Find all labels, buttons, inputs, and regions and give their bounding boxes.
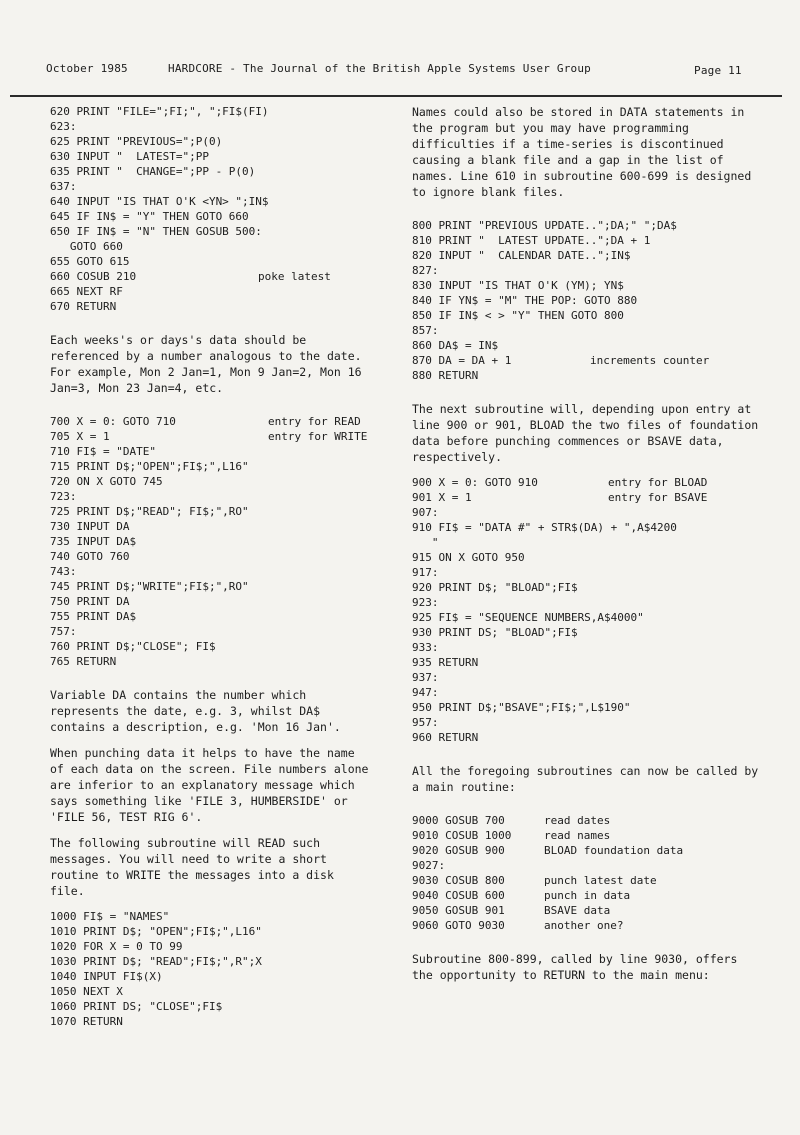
code-line: 860 DA$ = IN$ [412,339,499,352]
code-line: 650 IF IN$ = "N" THEN GOSUB 500: [50,225,262,238]
paragraph-text: Variable DA contains the number which represents the date, e.g. 3, whilst DA$ contains a description, e.g. 'Mon 16 Jan'. [50,688,341,734]
code-line: " [412,536,439,549]
code-line: 730 INPUT DA [50,520,130,533]
page-header [46,62,760,82]
code-line-comment: read dates [544,814,611,827]
code-line: 670 RETURN [50,300,117,313]
code-line-text: 9027: [412,859,446,872]
code-line: 800 PRINT "PREVIOUS UPDATE..";DA;" ";DA$ [412,219,677,232]
code-line-text: 9060 GOTO 9030 [412,919,505,932]
main-routine-listing [412,813,762,933]
code-line: 937: [412,671,439,684]
code-line-text: 9000 GOSUB 700 [412,814,505,827]
left-column [50,104,370,1029]
code-line: 625 PRINT "PREVIOUS=";P(0) [50,135,223,148]
code-line [412,858,762,873]
paragraph-text: Each weeks's or days's data should be referenced by a number analogous to the date. For example, Mon 2 Jan=1, Mon 9 Jan=2, Mon 16 Jan=3, Mon 23 Jan=4, etc. [50,333,362,395]
paragraph [50,835,370,899]
code-line: 720 ON X GOTO 745 [50,475,163,488]
paragraph-text: The following subroutine will READ such messages. You will need to write a short routine to WRITE the messages into a disk file. [50,836,334,898]
code-annotation: entry for BLOAD [608,476,708,489]
code-line: 635 PRINT " CHANGE=";PP - P(0) [50,165,256,178]
paragraph [412,951,762,983]
issue-date: October 1985 [46,62,128,75]
paragraph-text: All the foregoing subroutines can now be called by a main routine: [412,764,759,794]
code-listing-900 [412,475,762,745]
code-line: 923: [412,596,439,609]
code-annotation: entry for BSAVE [608,491,708,504]
code-listing-800 [412,218,762,383]
paragraph-text: Subroutine 800-899, called by line 9030, offers the opportunity to RETURN to the main menu: [412,952,738,982]
code-line [412,843,762,858]
code-line: 705 X = 1 [50,430,110,443]
code-line: 755 PRINT DA$ [50,610,137,623]
code-line: 723: [50,490,77,503]
code-line: 665 NEXT RF [50,285,123,298]
code-line-comment: read names [544,829,611,842]
paragraph [412,104,762,200]
code-line: 947: [412,686,439,699]
code-line: 1050 NEXT X [50,985,123,998]
code-line [412,813,762,828]
code-line-text: 9010 COSUB 1000 [412,829,512,842]
code-line-text: 9030 COSUB 800 [412,874,505,887]
code-line: 750 PRINT DA [50,595,130,608]
code-line: 925 FI$ = "SEQUENCE NUMBERS,A$4000" [412,611,644,624]
journal-title: HARDCORE - The Journal of the British Apple Systems User Group [168,62,591,75]
code-line: 950 PRINT D$;"BSAVE";FI$;",L$190" [412,701,631,714]
paragraph [50,687,370,735]
code-line: 917: [412,566,439,579]
code-line: 820 INPUT " CALENDAR DATE..";IN$ [412,249,631,262]
code-line: 630 INPUT " LATEST=";PP [50,150,209,163]
code-line: 957: [412,716,439,729]
page-number: Page 11 [694,64,742,77]
code-line-comment: BSAVE data [544,904,611,917]
code-listing-1000 [50,909,370,1029]
paragraph-text: When punching data it helps to have the name of each data on the screen. File numbers alone are inferior to an explanatory message which says something like 'FILE 3, HUMBERSIDE' or 'FILE 56, TEST RIG 6'. [50,746,369,824]
code-line-text: 9020 GOSUB 900 [412,844,505,857]
paragraph [50,745,370,825]
code-line: 1000 FI$ = "NAMES" [50,910,170,923]
code-line: 900 X = 0: GOTO 910 [412,476,538,489]
code-line: 700 X = 0: GOTO 710 [50,415,176,428]
code-line: 757: [50,625,77,638]
code-line: 810 PRINT " LATEST UPDATE..";DA + 1 [412,234,651,247]
paragraph-text: Names could also be stored in DATA statements in the program but you may have programming difficulties if a time-series is discontinued causing a blank file and a gap in the list of names. Line 610 in subroutine 600-699 is designed to ignore blank files. [412,105,752,199]
code-line: 907: [412,506,439,519]
code-line: 645 IF IN$ = "Y" THEN GOTO 660 [50,210,249,223]
code-line: 640 INPUT "IS THAT O'K <YN> ";IN$ [50,195,269,208]
code-line [412,888,762,903]
paragraph [412,401,762,465]
code-line: 1060 PRINT DS; "CLOSE";FI$ [50,1000,223,1013]
code-line: 930 PRINT DS; "BLOAD";FI$ [412,626,578,639]
code-line [412,903,762,918]
code-annotation: entry for READ [268,415,361,428]
code-line: 850 IF IN$ < > "Y" THEN GOTO 800 [412,309,624,322]
code-line: 933: [412,641,439,654]
code-line: 857: [412,324,439,337]
code-line: 765 RETURN [50,655,117,668]
code-line: 620 PRINT "FILE=";FI;", ";FI$(FI) [50,105,269,118]
code-line: 725 PRINT D$;"READ"; FI$;",RO" [50,505,249,518]
code-line: 623: [50,120,77,133]
code-line-text: 9050 GOSUB 901 [412,904,505,917]
code-line: 745 PRINT D$;"WRITE";FI$;",RO" [50,580,249,593]
header-rule [10,95,782,97]
paragraph [412,763,762,795]
code-line-text: 9040 COSUB 600 [412,889,505,902]
code-annotation: entry for WRITE [268,430,368,443]
code-line: 655 GOTO 615 [50,255,130,268]
right-column [412,104,762,983]
code-line: 960 RETURN [412,731,479,744]
code-line: 710 FI$ = "DATE" [50,445,156,458]
paragraph-text: The next subroutine will, depending upon entry at line 900 or 901, BLOAD the two files of foundation data before punching commences or BSAVE data, respectively. [412,402,759,464]
code-line: 740 GOTO 760 [50,550,130,563]
code-line: 1070 RETURN [50,1015,123,1028]
code-line: 1040 INPUT FI$(X) [50,970,163,983]
paragraph [50,332,370,396]
code-line: GOTO 660 [50,240,123,253]
code-line: 735 INPUT DA$ [50,535,137,548]
code-line: 1020 FOR X = 0 TO 99 [50,940,183,953]
code-line: 1010 PRINT D$; "OPEN";FI$;",L16" [50,925,262,938]
code-line: 637: [50,180,77,193]
code-line-comment: BLOAD foundation data [544,844,684,857]
code-line [412,828,762,843]
code-annotation: poke latest [258,270,331,283]
code-line: 880 RETURN [412,369,479,382]
code-line: 840 IF YN$ = "M" THE POP: GOTO 880 [412,294,638,307]
code-line: 715 PRINT D$;"OPEN";FI$;",L16" [50,460,249,473]
code-line-comment: another one? [544,919,624,932]
code-listing-700 [50,414,370,669]
code-line: 870 DA = DA + 1 [412,354,512,367]
code-line: 660 COSUB 210 [50,270,137,283]
code-line: 910 FI$ = "DATA #" + STR$(DA) + ",A$4200 [412,521,677,534]
code-line: 827: [412,264,439,277]
code-line: 760 PRINT D$;"CLOSE"; FI$ [50,640,216,653]
code-annotation: increments counter [590,354,710,367]
code-line-comment: punch latest date [544,874,657,887]
code-line [412,873,762,888]
code-line: 1030 PRINT D$; "READ";FI$;",R";X [50,955,262,968]
code-line: 743: [50,565,77,578]
code-line: 901 X = 1 [412,491,472,504]
code-line: 830 INPUT "IS THAT O'K (YM); YN$ [412,279,624,292]
code-line: 915 ON X GOTO 950 [412,551,525,564]
code-line: 935 RETURN [412,656,479,669]
code-line [412,918,762,933]
code-line-comment: punch in data [544,889,631,902]
code-line: 920 PRINT D$; "BLOAD";FI$ [412,581,578,594]
